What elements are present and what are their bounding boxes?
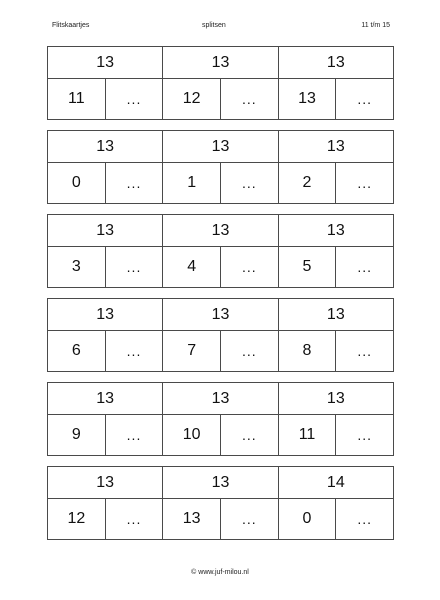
card-total: 13 xyxy=(163,467,277,499)
card-missing-part: ... xyxy=(242,91,257,107)
card-known-part: 3 xyxy=(48,247,106,287)
card-row xyxy=(47,46,394,120)
card-split xyxy=(279,163,393,203)
card-missing-part: ... xyxy=(126,259,142,275)
card-row xyxy=(47,130,394,204)
card-known-part: 2 xyxy=(279,163,337,203)
card-total: 13 xyxy=(48,215,162,247)
card-total: 13 xyxy=(163,131,277,163)
card-known-part: 12 xyxy=(163,79,221,119)
flashcard xyxy=(163,131,278,203)
card-total: 13 xyxy=(48,131,162,163)
page-header xyxy=(52,22,396,34)
card-row xyxy=(47,298,394,372)
header-range: 11 t/m 15 xyxy=(361,22,390,29)
flashcard xyxy=(279,299,393,371)
card-known-part: 1 xyxy=(163,163,221,203)
card-known-part: 5 xyxy=(279,247,337,287)
flashcard xyxy=(163,467,278,539)
card-split xyxy=(279,331,393,371)
card-split xyxy=(279,415,393,455)
card-split xyxy=(48,499,162,539)
card-known-part: 6 xyxy=(48,331,106,371)
flashcard xyxy=(48,47,163,119)
flashcard xyxy=(163,299,278,371)
card-split xyxy=(163,499,277,539)
card-missing-part: ... xyxy=(357,511,372,527)
card-split xyxy=(48,415,162,455)
card-total: 13 xyxy=(163,215,277,247)
card-known-part: 0 xyxy=(279,499,337,539)
card-known-part: 7 xyxy=(163,331,221,371)
card-split xyxy=(163,79,277,119)
header-topic: splitsen xyxy=(202,22,226,29)
card-known-part: 11 xyxy=(48,79,106,119)
flashcard xyxy=(163,383,278,455)
card-missing-part: ... xyxy=(357,343,372,359)
flashcard xyxy=(279,467,393,539)
card-missing-part: ... xyxy=(126,427,142,443)
card-total: 13 xyxy=(163,47,277,79)
card-missing-part: ... xyxy=(242,175,257,191)
flashcard xyxy=(48,215,163,287)
card-total: 13 xyxy=(279,215,393,247)
card-split xyxy=(163,415,277,455)
card-total: 13 xyxy=(163,383,277,415)
footer-credit: © www.juf-milou.nl xyxy=(191,569,249,576)
card-missing-part: ... xyxy=(357,91,372,107)
card-known-part: 13 xyxy=(163,499,221,539)
flashcard xyxy=(279,47,393,119)
card-split xyxy=(163,247,277,287)
card-known-part: 13 xyxy=(279,79,337,119)
card-row xyxy=(47,382,394,456)
card-known-part: 0 xyxy=(48,163,106,203)
card-total: 13 xyxy=(48,299,162,331)
card-missing-part: ... xyxy=(242,511,257,527)
card-known-part: 8 xyxy=(279,331,337,371)
header-title: Flitskaartjes xyxy=(52,22,90,29)
card-total: 13 xyxy=(279,383,393,415)
card-missing-part: ... xyxy=(126,91,142,107)
card-total: 13 xyxy=(279,131,393,163)
flashcard xyxy=(163,215,278,287)
card-total: 13 xyxy=(48,383,162,415)
card-split xyxy=(163,163,277,203)
flashcard xyxy=(48,467,163,539)
card-total: 13 xyxy=(279,299,393,331)
card-missing-part: ... xyxy=(126,175,142,191)
flashcard xyxy=(48,383,163,455)
flashcard xyxy=(48,131,163,203)
card-split xyxy=(279,247,393,287)
card-total: 13 xyxy=(48,47,162,79)
flashcard xyxy=(279,383,393,455)
card-split xyxy=(48,163,162,203)
card-missing-part: ... xyxy=(357,427,372,443)
card-missing-part: ... xyxy=(242,343,257,359)
flashcard xyxy=(163,47,278,119)
card-missing-part: ... xyxy=(357,259,372,275)
card-missing-part: ... xyxy=(242,259,257,275)
card-split xyxy=(48,331,162,371)
flashcard xyxy=(279,215,393,287)
card-known-part: 9 xyxy=(48,415,106,455)
card-missing-part: ... xyxy=(126,343,142,359)
card-total: 14 xyxy=(279,467,393,499)
card-known-part: 4 xyxy=(163,247,221,287)
card-split xyxy=(279,79,393,119)
card-split xyxy=(48,247,162,287)
card-total: 13 xyxy=(163,299,277,331)
card-total: 13 xyxy=(279,47,393,79)
card-split xyxy=(48,79,162,119)
card-total: 13 xyxy=(48,467,162,499)
card-split xyxy=(163,331,277,371)
flashcard xyxy=(48,299,163,371)
card-split xyxy=(279,499,393,539)
flashcard xyxy=(279,131,393,203)
card-row xyxy=(47,466,394,540)
card-missing-part: ... xyxy=(242,427,257,443)
card-missing-part: ... xyxy=(126,511,142,527)
card-missing-part: ... xyxy=(357,175,372,191)
card-known-part: 12 xyxy=(48,499,106,539)
card-known-part: 10 xyxy=(163,415,221,455)
card-row xyxy=(47,214,394,288)
card-known-part: 11 xyxy=(279,415,337,455)
